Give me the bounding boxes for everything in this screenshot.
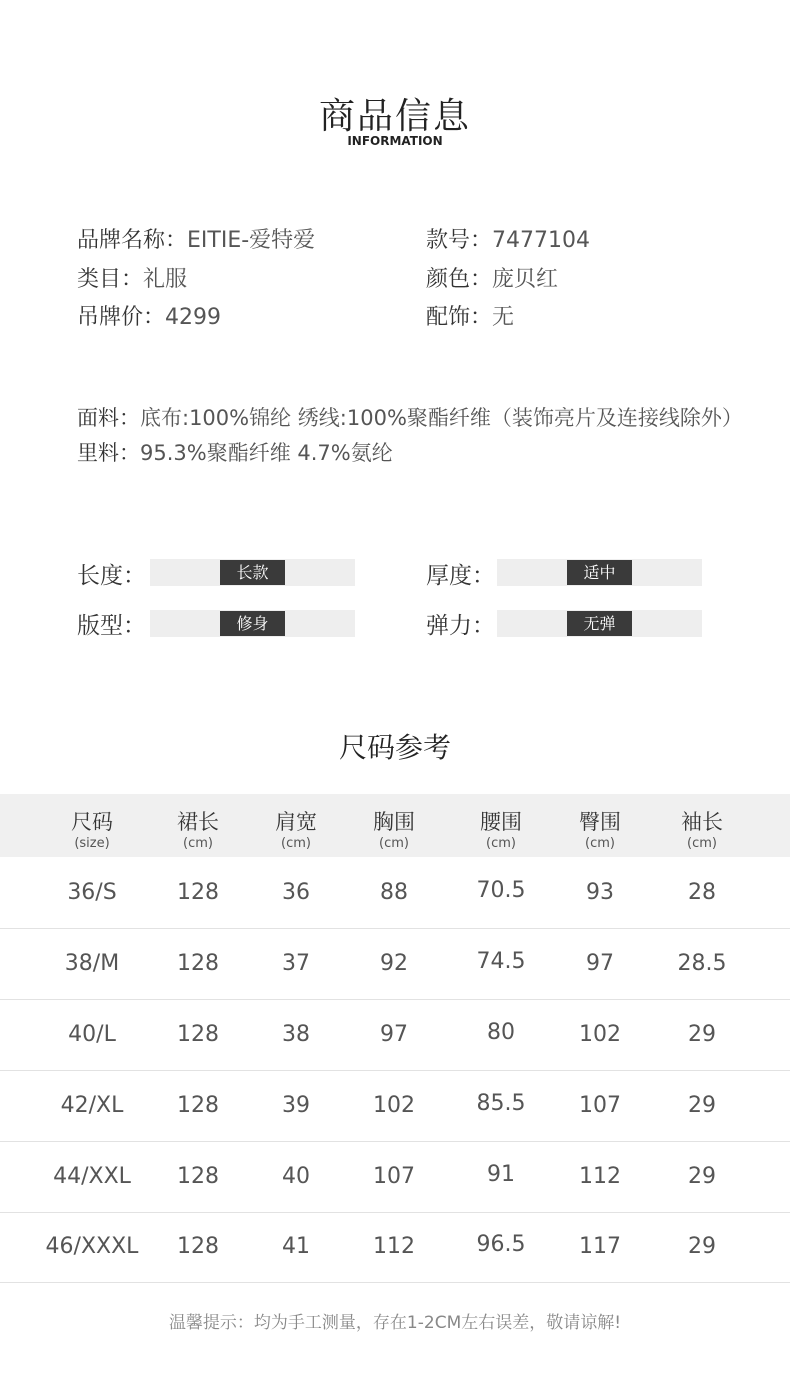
category-row: [77, 262, 187, 293]
cell-hip: 117: [579, 1234, 621, 1259]
cell-bust: 92: [380, 951, 408, 976]
cell-waist: 70.5: [476, 878, 526, 903]
col-header-unit: (cm): [585, 836, 615, 851]
cell-hip: 112: [579, 1164, 621, 1189]
cell-hip: 93: [586, 880, 614, 905]
color-value: 庞贝红: [492, 267, 559, 292]
col-header-unit: (cm): [281, 836, 311, 851]
col-header-label: 裙长: [177, 810, 219, 834]
lining-label: 里料：: [77, 441, 140, 465]
accessory-value: 无: [492, 305, 515, 330]
table-row: [0, 1212, 790, 1283]
col-header-unit: (cm): [379, 836, 409, 851]
cell-size: 36/S: [67, 880, 117, 905]
col-header-hip: [550, 794, 650, 857]
col-header-unit: (cm): [183, 836, 213, 851]
cell-size: 38/M: [64, 951, 120, 976]
cell-hip: 97: [586, 951, 614, 976]
style-no-row: [426, 223, 590, 254]
fit-scale: [150, 610, 355, 637]
price-row: [77, 300, 221, 331]
cell-bust: 112: [373, 1234, 415, 1259]
cell-sleeve: 29: [688, 1022, 716, 1047]
outer-fabric-row: [77, 402, 743, 432]
cell-bust: 102: [373, 1093, 415, 1118]
length-badge: 长款: [220, 560, 285, 585]
cell-size: 40/L: [68, 1022, 116, 1047]
fit-label: 版型：: [77, 613, 146, 639]
cell-shoulder: 37: [282, 951, 310, 976]
table-row: [0, 1071, 790, 1142]
col-header-length: [148, 794, 248, 857]
col-header-label: 肩宽: [275, 810, 317, 834]
cell-hip: 102: [579, 1022, 621, 1047]
cell-waist: 85.5: [476, 1091, 526, 1116]
outer-fabric-value: 底布:100%锦纶 绣线:100%聚酯纤维（装饰亮片及连接线除外）: [140, 406, 743, 430]
cell-shoulder: 41: [282, 1234, 310, 1259]
color-label: 颜色：: [426, 267, 493, 292]
fit-badge: 修身: [220, 611, 285, 636]
cell-waist: 96.5: [476, 1232, 526, 1257]
col-header-label: 腰围: [480, 810, 522, 834]
cell-waist: 74.5: [476, 949, 526, 974]
page-subtitle: INFORMATION: [347, 134, 443, 148]
col-header-waist: [451, 794, 551, 857]
brand-row: [77, 223, 315, 254]
length-label: 长度：: [77, 563, 146, 589]
col-header-label: 袖长: [681, 810, 723, 834]
thickness-scale: [497, 559, 702, 586]
cell-bust: 88: [380, 880, 408, 905]
accessory-label: 配饰：: [426, 305, 493, 330]
table-row: [0, 1142, 790, 1213]
style-no-value: 7477104: [492, 228, 590, 253]
page-title: 商品信息: [318, 96, 471, 137]
outer-fabric-label: 面料：: [77, 406, 140, 430]
cell-length: 128: [177, 1234, 219, 1259]
cell-length: 128: [177, 1093, 219, 1118]
cell-sleeve: 29: [688, 1234, 716, 1259]
col-header-bust: [344, 794, 444, 857]
category-value: 礼服: [143, 267, 188, 292]
price-label: 吊牌价：: [77, 305, 166, 330]
elasticity-label: 弹力：: [426, 613, 495, 639]
cell-length: 128: [177, 1164, 219, 1189]
col-header-label: 臀围: [579, 810, 621, 834]
cell-waist: 91: [487, 1162, 515, 1187]
col-header-label: 尺码: [71, 810, 113, 834]
cell-sleeve: 28: [688, 880, 716, 905]
cell-waist: 80: [487, 1020, 515, 1045]
cell-sleeve: 29: [688, 1093, 716, 1118]
table-row: [0, 1000, 790, 1071]
cell-shoulder: 39: [282, 1093, 310, 1118]
cell-shoulder: 40: [282, 1164, 310, 1189]
lining-value: 95.3%聚酯纤维 4.7%氨纶: [140, 441, 393, 465]
cell-length: 128: [177, 880, 219, 905]
cell-length: 128: [177, 1022, 219, 1047]
lining-row: [77, 437, 393, 467]
category-label: 类目：: [77, 267, 144, 292]
thickness-badge: 适中: [567, 560, 632, 585]
col-header-sleeve: [652, 794, 752, 857]
cell-shoulder: 38: [282, 1022, 310, 1047]
size-chart-title: 尺码参考: [338, 731, 451, 764]
col-header-label: 胸围: [373, 810, 415, 834]
cell-sleeve: 28.5: [677, 951, 727, 976]
table-row: [0, 929, 790, 1000]
cell-hip: 107: [579, 1093, 621, 1118]
style-no-label: 款号：: [426, 228, 493, 253]
cell-size: 46/XXXL: [45, 1234, 139, 1259]
cell-bust: 107: [373, 1164, 415, 1189]
col-header-unit: (size): [74, 836, 110, 851]
cell-bust: 97: [380, 1022, 408, 1047]
accessory-row: [426, 300, 514, 331]
cell-sleeve: 29: [688, 1164, 716, 1189]
cell-size: 42/XL: [60, 1093, 124, 1118]
price-value: 4299: [165, 305, 222, 330]
length-scale: [150, 559, 355, 586]
col-header-size: [42, 794, 142, 857]
measurement-note: 温馨提示：均为手工测量，存在1-2CM左右误差，敬请谅解!: [168, 1313, 622, 1333]
thickness-label: 厚度：: [426, 563, 495, 589]
cell-size: 44/XXL: [53, 1164, 131, 1189]
size-table-header: [0, 794, 790, 857]
brand-label: 品牌名称：: [77, 228, 188, 253]
elasticity-scale: [497, 610, 702, 637]
table-row: [0, 858, 790, 929]
brand-value: EITIE-爱特爱: [187, 228, 316, 253]
col-header-unit: (cm): [687, 836, 717, 851]
cell-shoulder: 36: [282, 880, 310, 905]
color-row: [426, 262, 558, 293]
col-header-shoulder: [246, 794, 346, 857]
col-header-unit: (cm): [486, 836, 516, 851]
cell-length: 128: [177, 951, 219, 976]
elasticity-badge: 无弹: [567, 611, 632, 636]
